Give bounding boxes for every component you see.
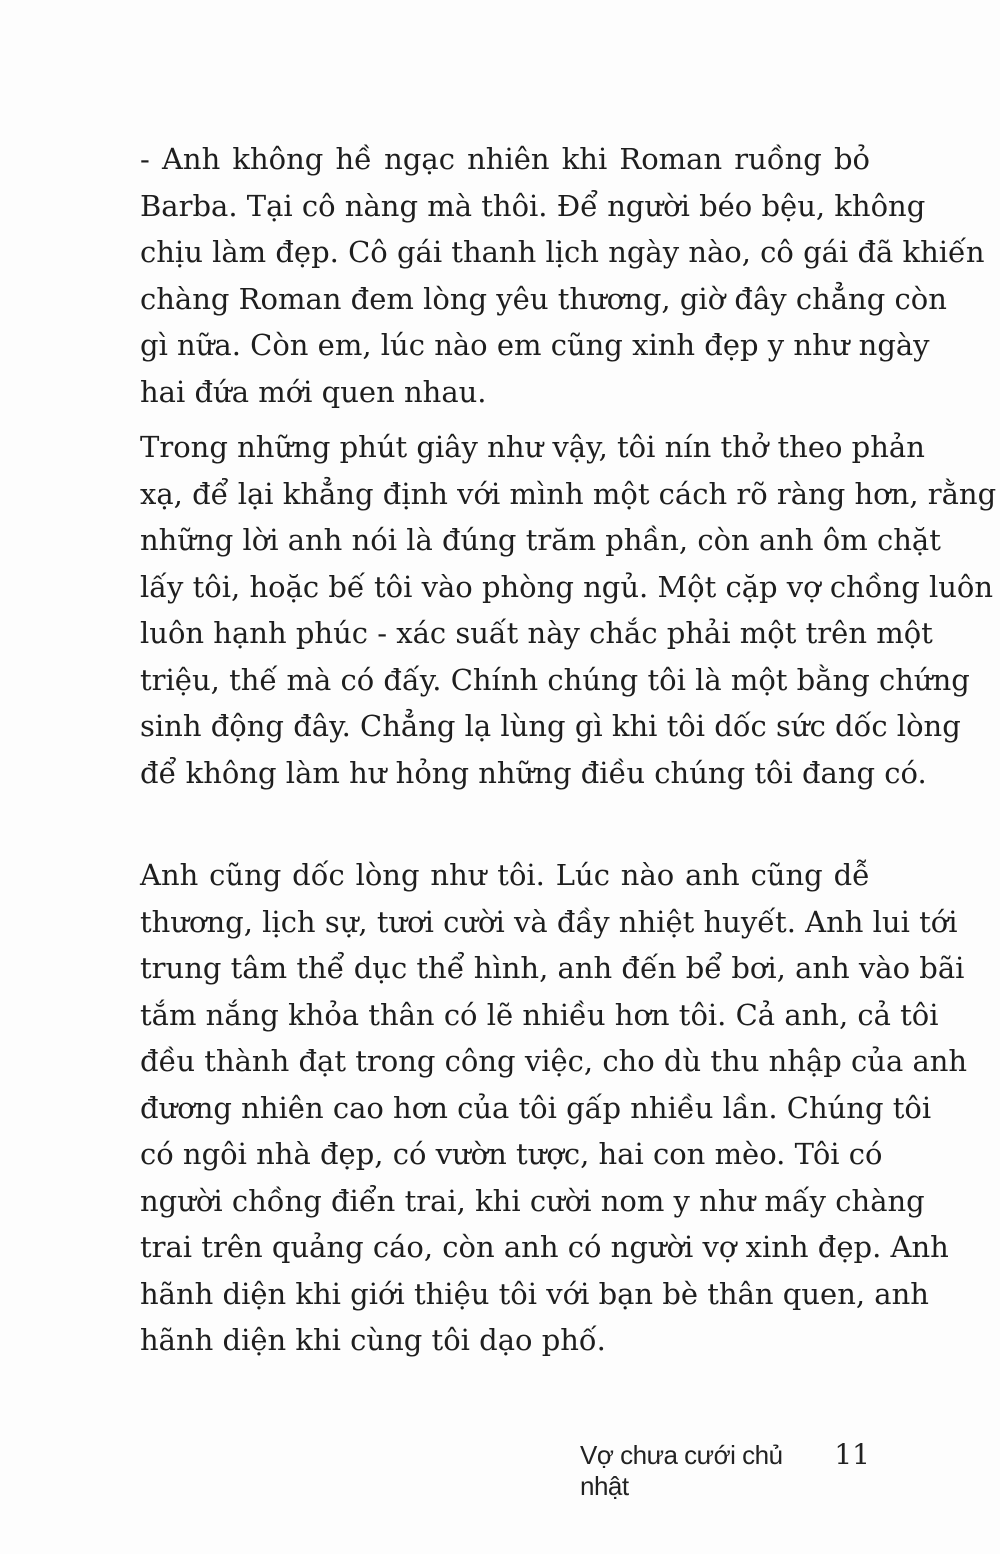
text-line: trung tâm thể dục thể hình, anh đến bể bơi, anh vào bãi	[140, 951, 965, 985]
text-line: hãnh diện khi giới thiệu tôi với bạn bè thân quen, anh	[140, 1276, 929, 1311]
text-line: những lời anh nói là đúng trăm phần, còn anh ôm chặt	[140, 523, 941, 557]
text-line: xạ, để lại khẳng định với mình một cách rõ ràng hơn, rằng	[140, 476, 997, 511]
text-line: thương, lịch sự, tươi cười và đầy nhiệt huyết. Anh lui tới	[140, 904, 958, 939]
text-line: Barba. Tại cô nàng mà thôi. Để người béo bệu, không	[140, 188, 926, 223]
text-line: luôn hạnh phúc - xác suất này chắc phải một trên một	[140, 616, 933, 650]
running-title: Vợ chưa cưới chủ nhật	[580, 1440, 783, 1501]
paragraph-3	[140, 852, 968, 1364]
text-line: hãnh diện khi cùng tôi dạo phố.	[140, 1323, 606, 1357]
text-line: người chồng điển trai, khi cười nom y như mấy chàng	[140, 1183, 925, 1218]
text-line: có ngôi nhà đẹp, có vườn tược, hai con mèo. Tôi có	[140, 1137, 883, 1171]
page-footer	[580, 1438, 870, 1501]
paragraph-2	[140, 424, 997, 796]
text-line: Trong những phút giây như vậy, tôi nín thở theo phản	[140, 430, 925, 464]
text-line: - Anh không hề ngạc nhiên khi Roman ruồng bỏ	[140, 142, 870, 176]
text-line: sinh động đây. Chẳng lạ lùng gì khi tôi dốc sức dốc lòng	[140, 709, 961, 743]
text-line: Anh cũng dốc lòng như tôi. Lúc nào anh cũng dễ	[140, 858, 870, 892]
text-line: đều thành đạt trong công việc, cho dù thu nhập của anh	[140, 1044, 968, 1078]
text-line: tắm nắng khỏa thân có lẽ nhiều hơn tôi. Cả anh, cả tôi	[140, 997, 939, 1032]
text-line: chịu làm đẹp. Cô gái thanh lịch ngày nào, cô gái đã khiến	[140, 235, 985, 269]
text-line: lấy tôi, hoặc bế tôi vào phòng ngủ. Một cặp vợ chồng luôn	[140, 569, 994, 604]
text-line: trai trên quảng cáo, còn anh có người vợ xinh đẹp. Anh	[140, 1230, 949, 1264]
paragraph-1	[140, 136, 985, 415]
text-line: để không làm hư hỏng những điều chúng tôi đang có.	[140, 755, 927, 790]
text-line: đương nhiên cao hơn của tôi gấp nhiều lần. Chúng tôi	[140, 1090, 932, 1125]
text-line: triệu, thế mà có đấy. Chính chúng tôi là một bằng chứng	[140, 662, 970, 697]
text-line: hai đứa mới quen nhau.	[140, 374, 487, 409]
page-number: 11	[834, 1438, 870, 1471]
text-line: gì nữa. Còn em, lúc nào em cũng xinh đẹp y như ngày	[140, 328, 930, 362]
text-line: chàng Roman đem lòng yêu thương, giờ đây chẳng còn	[140, 281, 947, 316]
